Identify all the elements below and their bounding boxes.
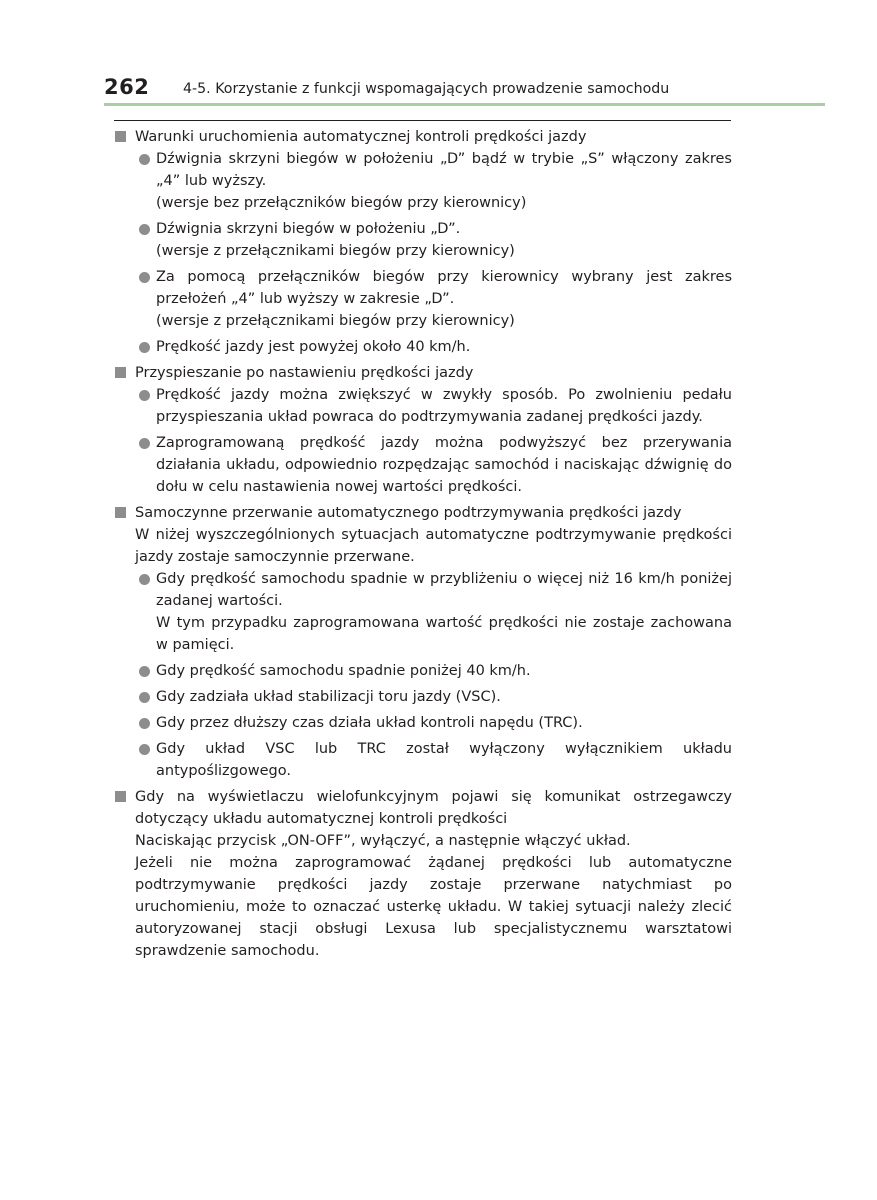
square-bullet-icon bbox=[115, 507, 126, 518]
running-title: 4-5. Korzystanie z funkcji wspomagających prowadzenie samochodu bbox=[183, 81, 670, 97]
section-heading-text: Gdy na wyświetlaczu wielofunkcyjnym pojawi się komunikat ostrzegawczy dotyczący układu automatycznej kontroli prędkości bbox=[135, 789, 732, 827]
list-item-note: (wersje z przełącznikami biegów przy kierownicy) bbox=[156, 243, 515, 259]
section-automatic-cancellation bbox=[114, 502, 732, 782]
round-bullet-icon bbox=[139, 154, 150, 165]
list-item-text: Gdy prędkość samochodu spadnie w przybliżeniu o więcej niż 16 km/h poniżej zadanej wartości. bbox=[156, 571, 732, 609]
page-content bbox=[114, 126, 732, 965]
section-heading bbox=[114, 502, 732, 524]
list-item-note: W tym przypadku zaprogramowana wartość prędkości nie zostaje zachowana w pamięci. bbox=[156, 615, 732, 653]
section-heading bbox=[114, 362, 732, 384]
round-bullet-icon bbox=[139, 342, 150, 353]
round-bullet-icon bbox=[139, 666, 150, 677]
list-item-text: Gdy prędkość samochodu spadnie poniżej 40 km/h. bbox=[156, 663, 531, 679]
round-bullet-icon bbox=[139, 744, 150, 755]
list-item-text: Gdy zadziała układ stabilizacji toru jazdy (VSC). bbox=[156, 689, 501, 705]
list-item bbox=[114, 738, 732, 782]
section-heading-text: Samoczynne przerwanie automatycznego podtrzymywania prędkości jazdy bbox=[135, 505, 682, 521]
list-item-text: Dźwignia skrzyni biegów w położeniu „D” bądź w trybie „S” włączony zakres „4” lub wyższy. bbox=[156, 151, 732, 189]
section-heading-text: Warunki uruchomienia automatycznej kontroli prędkości jazdy bbox=[135, 129, 587, 145]
section-intro: W niżej wyszczególnionych sytuacjach automatyczne podtrzymywanie prędkości jazdy zostaje samoczynnie przerwane. bbox=[135, 527, 732, 565]
list-item bbox=[114, 266, 732, 332]
list-item bbox=[114, 568, 732, 656]
list-item bbox=[114, 218, 732, 262]
header-rule bbox=[104, 103, 825, 106]
section-activation-conditions bbox=[114, 126, 732, 358]
section-paragraph: Jeżeli nie można zaprogramować żądanej prędkości lub automatyczne podtrzymywanie prędkości jazdy zostaje przerwane natychmiast po uruchomieniu, może to oznaczać usterkę układu. W takiej sytuacji należy zlecić autoryzowanej stacji obsługi Lexusa lub specjalistycznemu warsztatowi sprawdzenie samochodu. bbox=[135, 855, 732, 959]
square-bullet-icon bbox=[115, 791, 126, 802]
section-heading bbox=[114, 126, 732, 148]
list-item-text: Prędkość jazdy można zwiększyć w zwykły sposób. Po zwolnieniu pedału przyspieszania układ powraca do podtrzymywania zadanej prędkości jazdy. bbox=[156, 387, 732, 425]
list-item bbox=[114, 686, 732, 708]
list-item-text: Dźwignia skrzyni biegów w położeniu „D”. bbox=[156, 221, 461, 237]
list-item bbox=[114, 148, 732, 214]
round-bullet-icon bbox=[139, 272, 150, 283]
page-header bbox=[0, 0, 877, 110]
round-bullet-icon bbox=[139, 718, 150, 729]
list-item-note: (wersje z przełącznikami biegów przy kierownicy) bbox=[156, 313, 515, 329]
list-item bbox=[114, 336, 732, 358]
list-item-text: Za pomocą przełączników biegów przy kierownicy wybrany jest zakres przełożeń „4” lub wyższy w zakresie „D”. bbox=[156, 269, 732, 307]
round-bullet-icon bbox=[139, 390, 150, 401]
section-heading bbox=[114, 786, 732, 830]
list-item-text: Zaprogramowaną prędkość jazdy można podwyższyć bez przerywania działania układu, odpowiednio rozpędzając samochód i naciskając dźwignię do dołu w celu nastawienia nowej wartości prędkości. bbox=[156, 435, 732, 495]
list-item-text: Gdy układ VSC lub TRC został wyłączony wyłącznikiem układu antypoślizgowego. bbox=[156, 741, 732, 779]
round-bullet-icon bbox=[139, 574, 150, 585]
list-item bbox=[114, 660, 732, 682]
round-bullet-icon bbox=[139, 224, 150, 235]
section-warning-message bbox=[114, 786, 732, 962]
list-item-note: (wersje bez przełączników biegów przy kierownicy) bbox=[156, 195, 527, 211]
list-item bbox=[114, 712, 732, 734]
square-bullet-icon bbox=[115, 131, 126, 142]
content-divider bbox=[114, 120, 731, 121]
list-item bbox=[114, 432, 732, 498]
section-intro: Naciskając przycisk „ON-OFF”, wyłączyć, a następnie włączyć układ. bbox=[135, 833, 631, 849]
round-bullet-icon bbox=[139, 692, 150, 703]
list-item bbox=[114, 384, 732, 428]
round-bullet-icon bbox=[139, 438, 150, 449]
section-acceleration bbox=[114, 362, 732, 498]
square-bullet-icon bbox=[115, 367, 126, 378]
list-item-text: Gdy przez dłuższy czas działa układ kontroli napędu (TRC). bbox=[156, 715, 583, 731]
list-item-text: Prędkość jazdy jest powyżej około 40 km/h. bbox=[156, 339, 471, 355]
section-heading-text: Przyspieszanie po nastawieniu prędkości jazdy bbox=[135, 365, 474, 381]
page-number: 262 bbox=[104, 75, 150, 99]
